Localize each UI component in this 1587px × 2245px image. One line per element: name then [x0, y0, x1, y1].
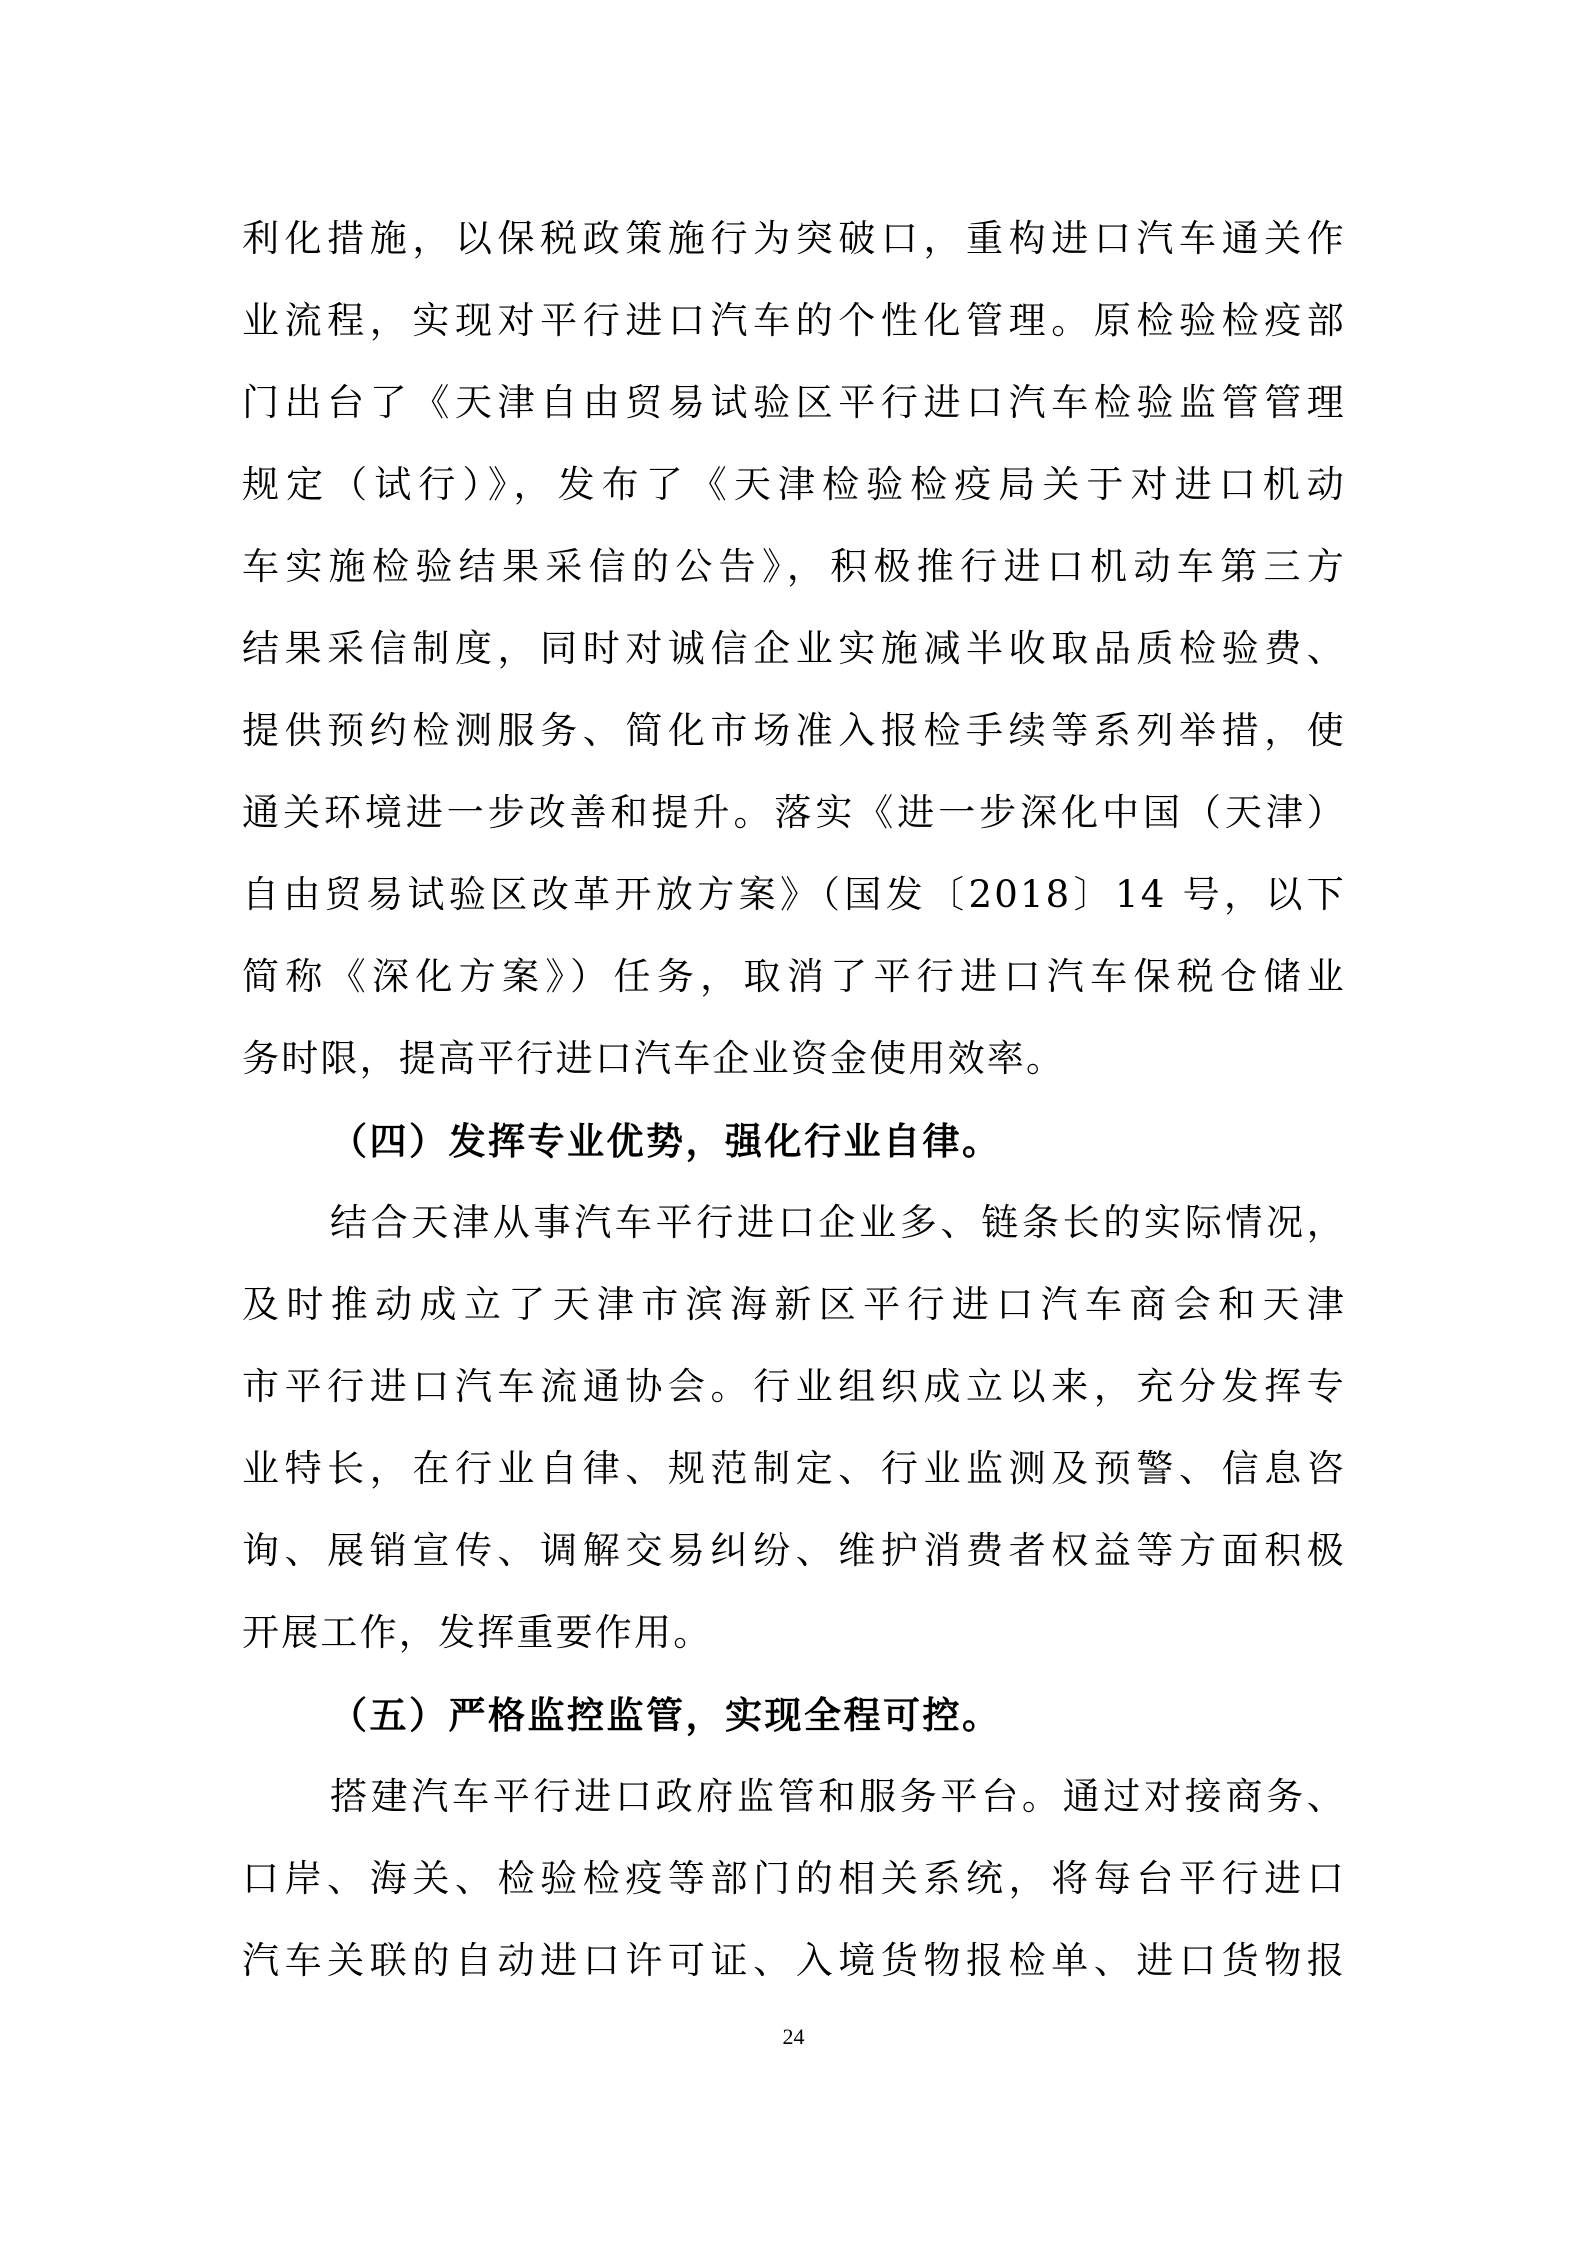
paragraph-line: 务时限，提高平行进口汽车企业资金使用效率。 [242, 1037, 1066, 1080]
paragraph-line: 业流程，实现对平行进口汽车的个性化管理。原检验检疫部 [242, 299, 1346, 342]
section-heading: （四）发挥专业优势，强化行业自律。 [330, 1119, 1002, 1163]
paragraph-line: 口岸、海关、检验检疫等部门的相关系统，将每台平行进口 [242, 1857, 1346, 1900]
paragraph-line: 利化措施，以保税政策施行为突破口，重构进口汽车通关作 [242, 217, 1346, 260]
page-number: 24 [782, 2024, 805, 2049]
paragraph-line: 开展工作，发挥重要作用。 [242, 1611, 713, 1654]
paragraph-line: 业特长，在行业自律、规范制定、行业监测及预警、信息咨 [242, 1447, 1346, 1490]
paragraph-line: 结合天津从事汽车平行进口企业多、链条长的实际情况， [330, 1201, 1346, 1244]
paragraph-line: 询、展销宣传、调解交易纠纷、维护消费者权益等方面积极 [242, 1529, 1346, 1572]
paragraph-line: 汽车关联的自动进口许可证、入境货物报检单、进口货物报 [242, 1939, 1346, 1982]
paragraph-line: 自由贸易试验区改革开放方案》（国发〔2018〕14 号，以下 [242, 873, 1346, 916]
paragraph-line: 通关环境进一步改善和提升。落实《进一步深化中国（天津） [242, 791, 1346, 834]
paragraph-line: 市平行进口汽车流通协会。行业组织成立以来，充分发挥专 [242, 1365, 1346, 1408]
paragraph-line: 门出台了《天津自由贸易试验区平行进口汽车检验监管管理 [242, 381, 1346, 424]
body-text [242, 198, 1346, 2002]
paragraph-line: 简称《深化方案》）任务，取消了平行进口汽车保税仓储业 [242, 955, 1346, 998]
section-heading: （五）严格监控监管，实现全程可控。 [330, 1693, 1002, 1737]
paragraph-line: 搭建汽车平行进口政府监管和服务平台。通过对接商务、 [330, 1775, 1346, 1818]
paragraph-line: 及时推动成立了天津市滨海新区平行进口汽车商会和天津 [242, 1283, 1346, 1326]
paragraph-line: 规定（试行）》，发布了《天津检验检疫局关于对进口机动 [242, 463, 1346, 506]
paragraph-line: 车实施检验结果采信的公告》，积极推行进口机动车第三方 [242, 545, 1346, 588]
paragraph-line: 结果采信制度，同时对诚信企业实施减半收取品质检验费、 [242, 627, 1346, 670]
paragraph-line: 提供预约检测服务、简化市场准入报检手续等系列举措，使 [242, 709, 1346, 752]
